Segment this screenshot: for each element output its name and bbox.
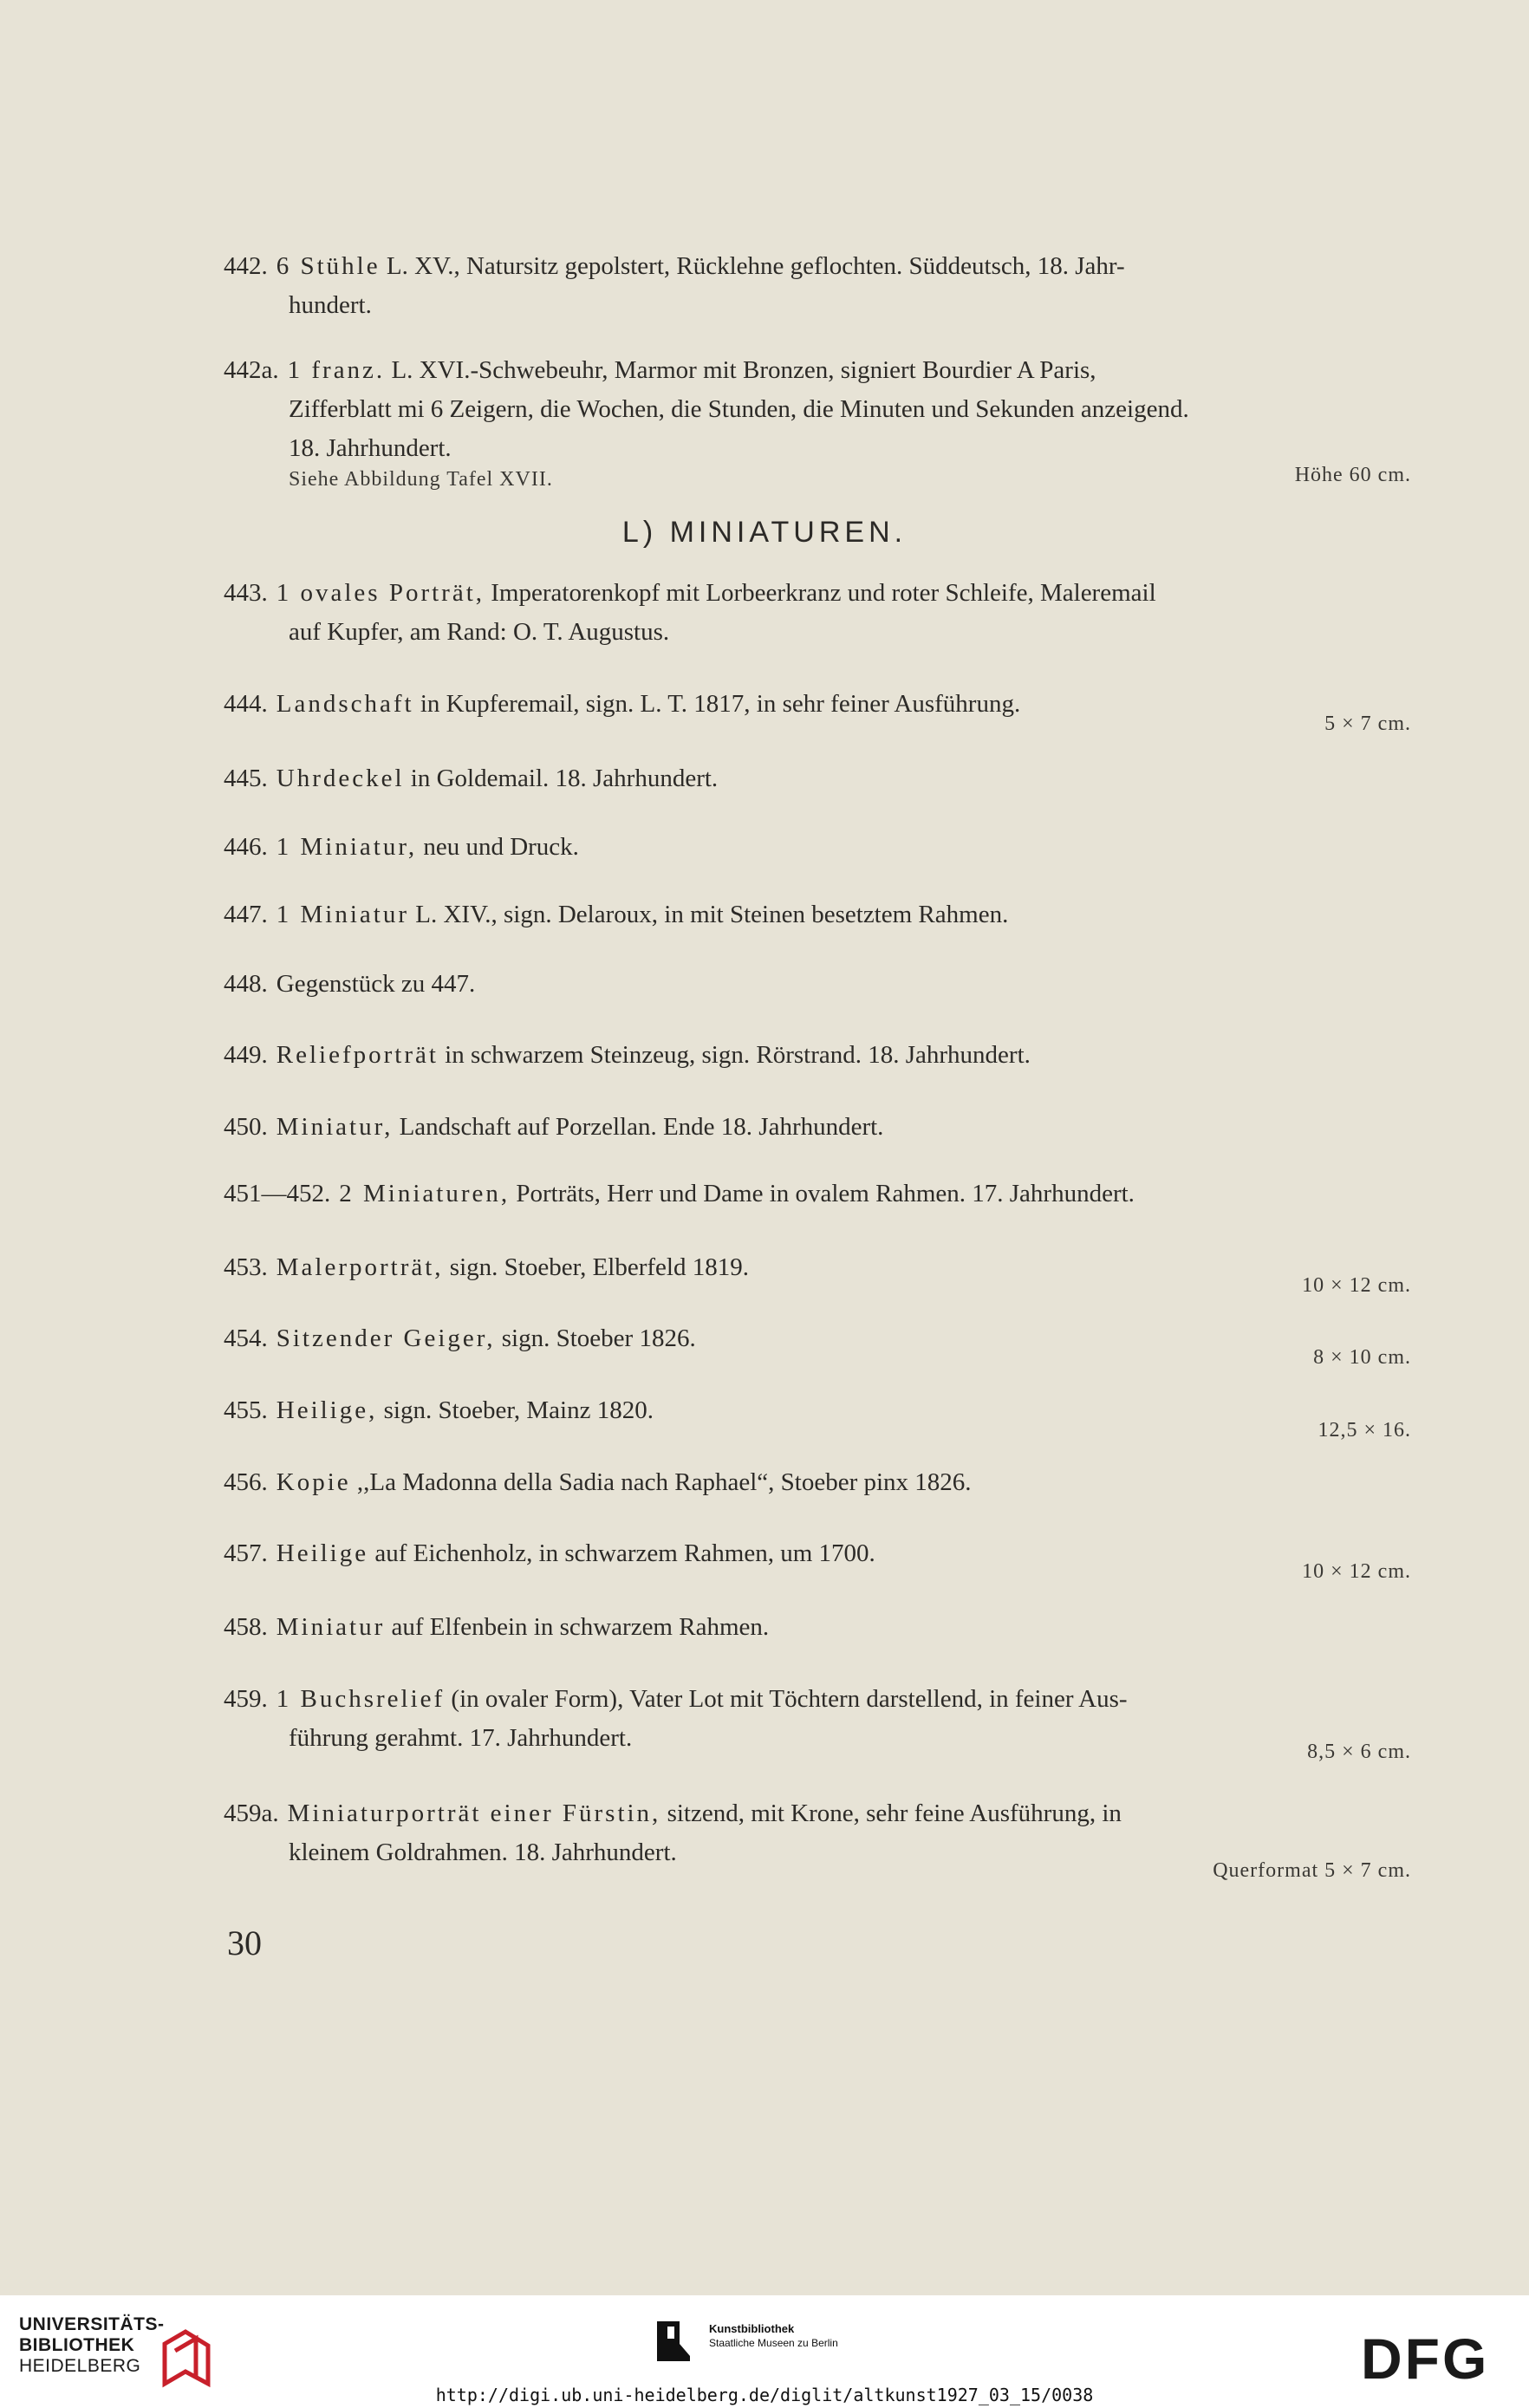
dimension-note: 10 × 12 cm. bbox=[1302, 1274, 1411, 1297]
entry-number: 456. bbox=[224, 1468, 268, 1496]
entry-number: 450. bbox=[224, 1113, 268, 1141]
library-name-line1: UNIVERSITÄTS- bbox=[19, 2314, 165, 2334]
dimension-note: 12,5 × 16. bbox=[1318, 1419, 1411, 1442]
library-mark-icon bbox=[158, 2320, 218, 2389]
entry-text: (in ovaler Form), Vater Lot mit Töchtern darstellend, in feiner Aus- bbox=[451, 1685, 1128, 1713]
source-url[interactable]: http://digi.ub.uni-heidelberg.de/diglit/altkunst1927_03_15/0038 bbox=[435, 2385, 1094, 2405]
entry-lead: Heilige bbox=[276, 1539, 369, 1567]
entry-lead: Sitzender Geiger, bbox=[276, 1324, 496, 1352]
dimension-note: Höhe 60 cm. bbox=[1294, 464, 1411, 486]
section-heading: L) MINIATUREN. bbox=[621, 516, 908, 549]
entry-lead: Uhrdeckel bbox=[276, 765, 405, 792]
entry-text: Porträts, Herr und Dame in ovalem Rahmen. 17. Jahrhundert. bbox=[516, 1180, 1135, 1207]
entry-number: 442. bbox=[224, 252, 268, 280]
dimension-note: 10 × 12 cm. bbox=[1302, 1560, 1411, 1583]
entry-text: sign. Stoeber, Elberfeld 1819. bbox=[449, 1253, 749, 1281]
entry-number: 447. bbox=[224, 901, 268, 928]
entry-text: Imperatorenkopf mit Lorbeerkranz und roter Schleife, Maleremail bbox=[491, 579, 1156, 607]
entry-text: sign. Stoeber, Mainz 1820. bbox=[383, 1396, 654, 1424]
catalog-entry-448 bbox=[224, 965, 1411, 1004]
entry-text: sign. Stoeber 1826. bbox=[501, 1324, 696, 1352]
entry-text: hundert. bbox=[289, 291, 372, 319]
library-name-line2: BIBLIOTHEK bbox=[19, 2335, 135, 2355]
partner-name: Kunstbibliothek bbox=[709, 2322, 795, 2335]
entry-lead: Miniatur bbox=[276, 1613, 386, 1641]
catalog-entry-458 bbox=[224, 1608, 1411, 1647]
university-library-logo[interactable] bbox=[19, 2314, 165, 2377]
entry-lead: Landschaft bbox=[276, 690, 414, 718]
entry-text: L. XVI.-Schwebeuhr, Marmor mit Bronzen, signiert Bourdier A Paris, bbox=[391, 356, 1096, 384]
library-name-line3: HEIDELBERG bbox=[19, 2356, 141, 2376]
entry-text: in Goldemail. 18. Jahrhundert. bbox=[410, 765, 719, 792]
catalog-entry-450 bbox=[224, 1108, 1411, 1147]
entry-lead: 6 Stühle bbox=[276, 252, 381, 280]
entry-lead: 1 franz. bbox=[287, 356, 386, 384]
entry-text: führung gerahmt. 17. Jahrhundert. bbox=[289, 1724, 633, 1752]
entry-text: sitzend, mit Krone, sehr feine Ausführung, in bbox=[667, 1799, 1122, 1827]
catalog-entry-449 bbox=[224, 1036, 1411, 1075]
entry-lead: 1 ovales Porträt, bbox=[276, 579, 485, 607]
entry-lead: Heilige, bbox=[276, 1396, 378, 1424]
entry-number: 443. bbox=[224, 579, 268, 607]
entry-lead: 1 Miniatur, bbox=[276, 833, 418, 861]
entry-text: in schwarzem Steinzeug, sign. Rörstrand. 18. Jahrhundert. bbox=[445, 1041, 1031, 1069]
catalog-entry-442a bbox=[224, 351, 1411, 468]
entry-text: Gegenstück zu 447. bbox=[276, 970, 476, 998]
entry-text: in Kupferemail, sign. L. T. 1817, in sehr feiner Ausführung. bbox=[420, 690, 1021, 718]
entry-number: 457. bbox=[224, 1539, 268, 1567]
entry-text: Landschaft auf Porzellan. Ende 18. Jahrhundert. bbox=[399, 1113, 884, 1141]
entry-number: 459a. bbox=[224, 1799, 279, 1827]
partner-subtitle: Staatliche Museen zu Berlin bbox=[709, 2337, 838, 2349]
entry-number: 448. bbox=[224, 970, 268, 998]
catalog-entry-443 bbox=[224, 574, 1411, 652]
entry-number: 458. bbox=[224, 1613, 268, 1641]
entry-number: 449. bbox=[224, 1041, 268, 1069]
entry-number: 442a. bbox=[224, 356, 279, 384]
entry-lead: 1 Miniatur bbox=[276, 901, 409, 928]
entry-lead: 1 Buchsrelief bbox=[276, 1685, 446, 1713]
entry-text: L. XIV., sign. Delaroux, in mit Steinen besetztem Rahmen. bbox=[415, 901, 1009, 928]
entry-number: 455. bbox=[224, 1396, 268, 1424]
entry-number: 454. bbox=[224, 1324, 268, 1352]
entry-lead: 2 Miniaturen, bbox=[339, 1180, 511, 1207]
catalog-entry-442 bbox=[224, 247, 1411, 325]
entry-number: 445. bbox=[224, 765, 268, 792]
entry-lead: Reliefporträt bbox=[276, 1041, 439, 1069]
kunstbibliothek-mark-icon bbox=[652, 2318, 697, 2363]
dimension-note: 5 × 7 cm. bbox=[1324, 713, 1411, 735]
entry-lead: Miniaturporträt einer Fürstin, bbox=[287, 1799, 661, 1827]
entry-text: neu und Druck. bbox=[423, 833, 579, 861]
page-number: 30 bbox=[227, 1923, 262, 1962]
entry-number: 453. bbox=[224, 1253, 268, 1281]
entry-text: auf Elfenbein in schwarzem Rahmen. bbox=[391, 1613, 770, 1641]
catalog-entry-447 bbox=[224, 895, 1411, 934]
catalog-entry-456 bbox=[224, 1463, 1411, 1502]
entry-lead: Kopie bbox=[276, 1468, 351, 1496]
entry-text: L. XV., Natursitz gepolstert, Rücklehne geflochten. Süddeutsch, 18. Jahr- bbox=[386, 252, 1125, 280]
entry-text: auf Kupfer, am Rand: O. T. Augustus. bbox=[289, 618, 670, 646]
entry-number: 444. bbox=[224, 690, 268, 718]
entry-text: 18. Jahrhundert. bbox=[289, 434, 452, 462]
dimension-note: 8 × 10 cm. bbox=[1313, 1346, 1411, 1369]
entry-lead: Malerporträt, bbox=[276, 1253, 444, 1281]
catalog-entry-445 bbox=[224, 759, 1411, 798]
entry-text: kleinem Goldrahmen. 18. Jahrhundert. bbox=[289, 1839, 677, 1866]
entry-number: 446. bbox=[224, 833, 268, 861]
dfg-logo[interactable]: DFG bbox=[1361, 2327, 1490, 2391]
catalog-entry-451-452 bbox=[224, 1175, 1411, 1214]
entry-number: 459. bbox=[224, 1685, 268, 1713]
illustration-note: Siehe Abbildung Tafel XVII. bbox=[289, 468, 553, 491]
dimension-note: 8,5 × 6 cm. bbox=[1307, 1741, 1411, 1763]
entry-text: auf Eichenholz, in schwarzem Rahmen, um 1700. bbox=[374, 1539, 875, 1567]
entry-text: ,,La Madonna della Sadia nach Raphael“, Stoeber pinx 1826. bbox=[356, 1468, 972, 1496]
entry-lead: Miniatur, bbox=[276, 1113, 394, 1141]
catalog-entry-446 bbox=[224, 828, 1411, 867]
entry-text: Zifferblatt mi 6 Zeigern, die Wochen, die Stunden, die Minuten und Sekunden anzeigend. bbox=[289, 395, 1189, 423]
entry-number: 451—452. bbox=[224, 1180, 331, 1207]
dimension-note: Querformat 5 × 7 cm. bbox=[1213, 1859, 1411, 1882]
